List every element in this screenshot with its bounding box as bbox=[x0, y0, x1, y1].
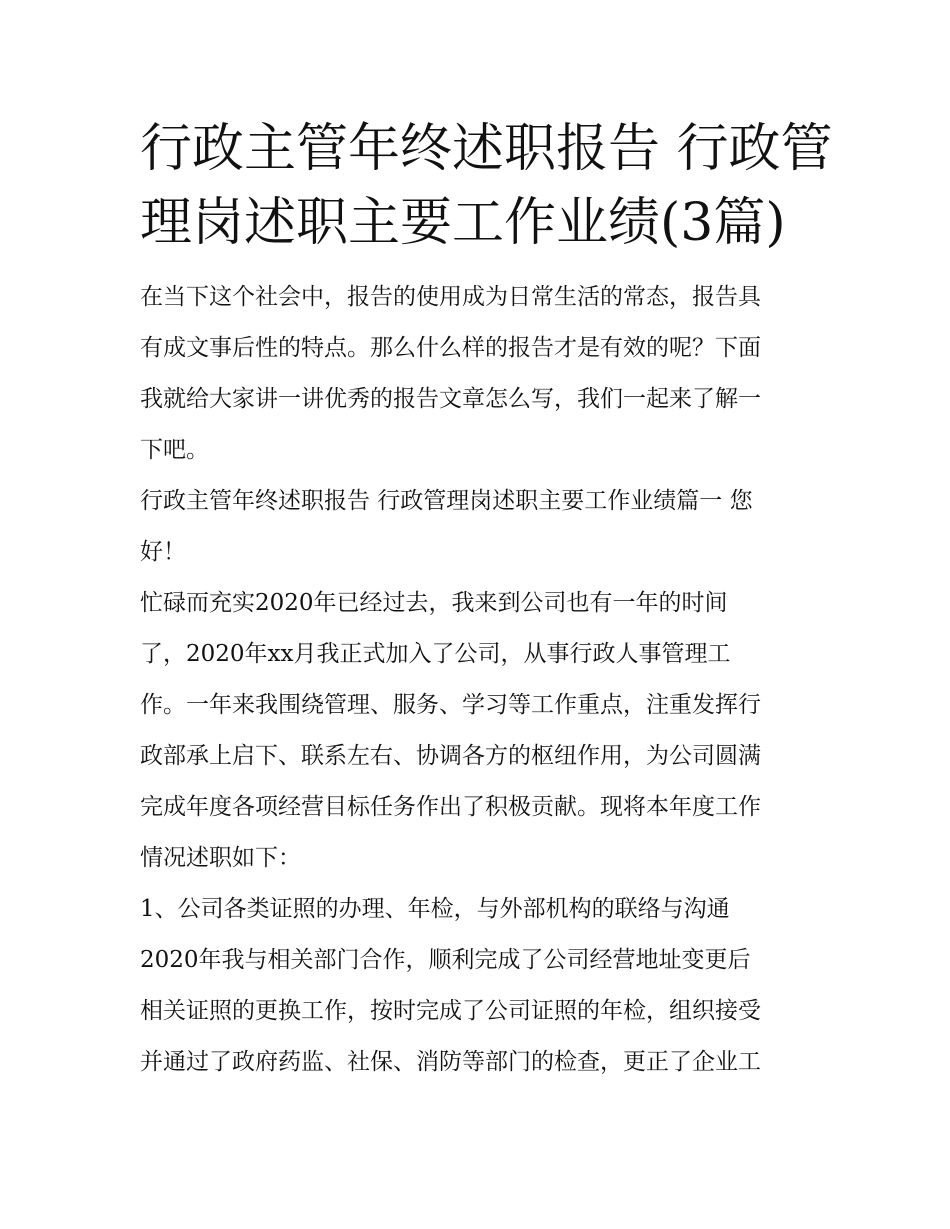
section-heading-line: 行政主管年终述职报告 行政管理岗述职主要工作业绩篇一 您 bbox=[140, 488, 753, 514]
body-line: 在当下这个社会中，报告的使用成为日常生活的常态，报告具 bbox=[140, 284, 761, 310]
body-line: 有成文事后性的特点。那么什么样的报告才是有效的呢？下面 bbox=[140, 335, 761, 361]
body-line: 2020年我与相关部门合作，顺利完成了公司经营地址变更后 bbox=[140, 947, 751, 973]
body-line: 完成年度各项经营目标任务作出了积极贡献。现将本年度工作 bbox=[140, 794, 761, 820]
body-line: 情况述职如下： bbox=[140, 845, 301, 871]
body-line: 并通过了政府药监、社保、消防等部门的检查，更正了企业工 bbox=[140, 1049, 761, 1075]
title-line-2: 理岗述职主要工作业绩(3篇) bbox=[140, 193, 786, 253]
body-line: 了，2020年xx月我正式加入了公司，从事行政人事管理工 bbox=[140, 641, 731, 667]
title-line-1: 行政主管年终述职报告 行政管 bbox=[140, 119, 833, 179]
body-line: 下吧。 bbox=[140, 437, 209, 463]
body-line: 政部承上启下、联系左右、协调各方的枢纽作用，为公司圆满 bbox=[140, 743, 761, 769]
page-title bbox=[140, 112, 833, 260]
body-line: 相关证照的更换工作，按时完成了公司证照的年检，组织接受 bbox=[140, 998, 761, 1024]
body-line: 忙碌而充实2020年已经过去，我来到公司也有一年的时间 bbox=[140, 590, 728, 616]
body-line: 我就给大家讲一讲优秀的报告文章怎么写，我们一起来了解一 bbox=[140, 386, 761, 412]
body-line: 作。一年来我围绕管理、服务、学习等工作重点，注重发挥行 bbox=[140, 692, 761, 718]
document-body bbox=[140, 272, 820, 1088]
numbered-item-heading: 1、公司各类证照的办理、年检，与外部机构的联络与沟通 bbox=[140, 896, 730, 922]
body-line: 好！ bbox=[140, 539, 186, 565]
